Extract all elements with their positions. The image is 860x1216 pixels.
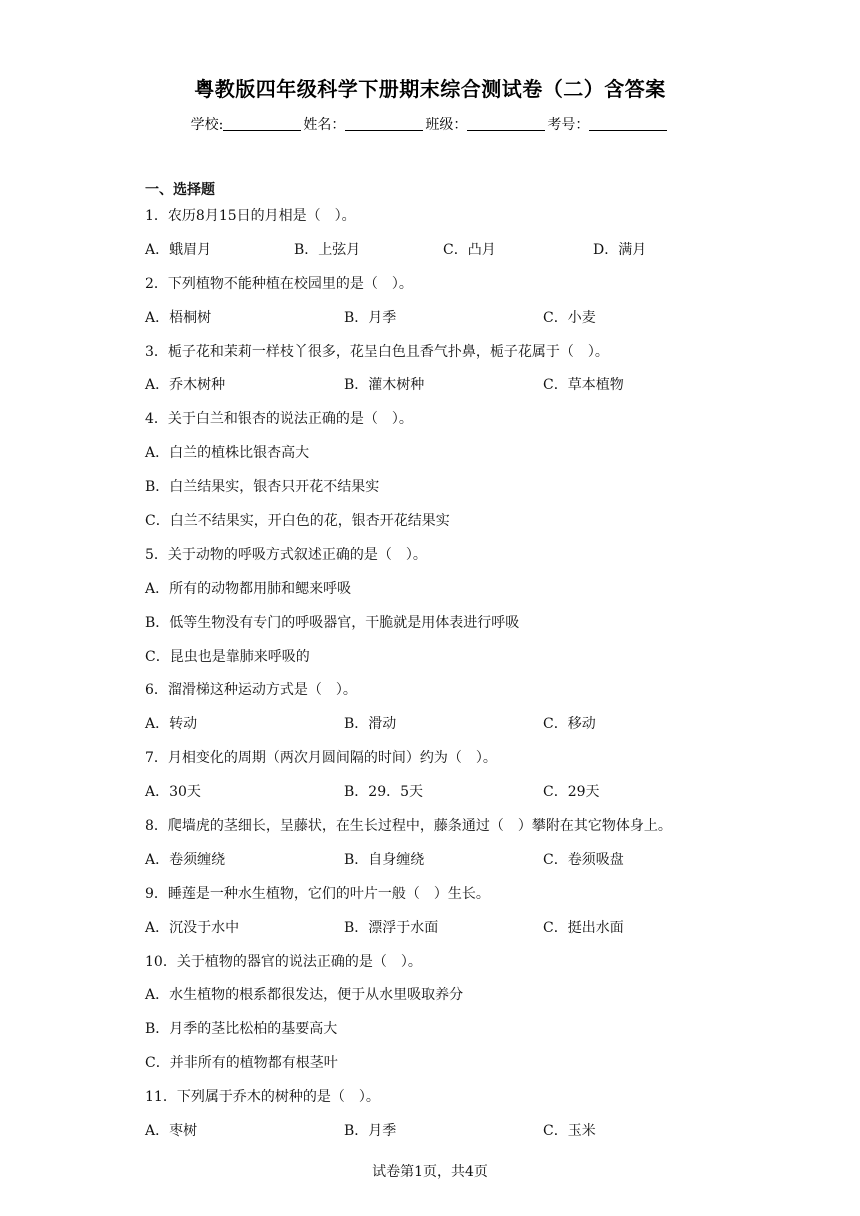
answer-option[interactable]: B．自身缠绕 bbox=[344, 851, 425, 868]
info-field-class bbox=[425, 114, 547, 134]
exam-number-blank[interactable] bbox=[589, 116, 667, 131]
options-row bbox=[145, 240, 825, 274]
options-row bbox=[145, 918, 825, 952]
answer-option[interactable]: A．沉没于水中 bbox=[145, 919, 240, 936]
options-row bbox=[145, 308, 825, 342]
answer-option[interactable]: A．水生植物的根系都很发达，便于从水里吸取养分 bbox=[145, 987, 464, 1004]
answer-option[interactable]: B．月季 bbox=[344, 1123, 397, 1140]
answer-option[interactable]: C．凸月 bbox=[443, 241, 496, 258]
name-blank[interactable] bbox=[345, 116, 423, 131]
info-field-exam-number bbox=[547, 114, 669, 134]
answer-option[interactable]: A．枣树 bbox=[145, 1123, 198, 1140]
page-title: 粤教版四年级科学下册期末综合测试卷（二）含答案 bbox=[194, 77, 666, 101]
page-footer: 试卷第1页，共4页 bbox=[372, 1164, 488, 1180]
question-stem: 1．农历8月15日的月相是（ ）。 bbox=[145, 208, 356, 224]
info-label: 考号： bbox=[547, 117, 590, 133]
answer-option[interactable]: A．蛾眉月 bbox=[145, 241, 212, 258]
question-stem: 4．关于白兰和银杏的说法正确的是（ ）。 bbox=[145, 411, 413, 428]
answer-option[interactable]: C．挺出水面 bbox=[543, 919, 624, 936]
options-row bbox=[145, 1121, 825, 1155]
question-stem: 11．下列属于乔木的树种的是（ ）。 bbox=[145, 1089, 380, 1106]
info-field-school bbox=[191, 114, 304, 134]
question-stem: 10．关于植物的器官的说法正确的是（ ）。 bbox=[145, 953, 422, 970]
answer-option[interactable]: B．月季 bbox=[344, 309, 397, 326]
answer-option[interactable]: C．29天 bbox=[543, 784, 600, 801]
question-stem: 8．爬墙虎的茎细长，呈藤状，在生长过程中，藤条通过（ ）攀附在其它物体身上。 bbox=[145, 818, 672, 835]
class-blank[interactable] bbox=[467, 116, 545, 131]
answer-option[interactable]: B．月季的茎比松柏的基要高大 bbox=[145, 1021, 338, 1038]
answer-option[interactable]: A．所有的动物都用肺和鳃来呼吸 bbox=[145, 580, 352, 597]
options-row bbox=[145, 714, 825, 748]
question-list bbox=[145, 206, 825, 1155]
school-blank[interactable] bbox=[223, 116, 301, 131]
info-label: 班级： bbox=[425, 117, 468, 133]
answer-option[interactable]: B．29．5天 bbox=[344, 784, 424, 801]
answer-option[interactable]: C．并非所有的植物都有根茎叶 bbox=[145, 1055, 338, 1072]
answer-option[interactable]: C．卷须吸盘 bbox=[543, 851, 624, 868]
answer-option[interactable]: C．白兰不结果实，开白色的花，银杏开花结果实 bbox=[145, 513, 450, 530]
options-row bbox=[145, 375, 825, 409]
question-stem: 9．睡莲是一种水生植物，它们的叶片一般（ ）生长。 bbox=[145, 885, 490, 902]
question-stem: 5．关于动物的呼吸方式叙述正确的是（ ）。 bbox=[145, 546, 427, 563]
answer-option[interactable]: B．白兰结果实，银杏只开花不结果实 bbox=[145, 479, 380, 496]
answer-option[interactable]: A．转动 bbox=[145, 716, 198, 733]
answer-option[interactable]: A．白兰的植株比银杏高大 bbox=[145, 445, 310, 462]
answer-option[interactable]: B．漂浮于水面 bbox=[344, 919, 439, 936]
info-label: 姓名： bbox=[303, 117, 346, 133]
answer-option[interactable]: C．昆虫也是靠肺来呼吸的 bbox=[145, 648, 310, 665]
answer-option[interactable]: B．上弦月 bbox=[294, 241, 361, 258]
answer-option[interactable]: B．灌木树种 bbox=[344, 377, 425, 394]
answer-option[interactable]: C．玉米 bbox=[543, 1123, 596, 1140]
answer-option[interactable]: A．30天 bbox=[145, 784, 201, 801]
answer-option[interactable]: A．卷须缠绕 bbox=[145, 851, 226, 868]
question-stem: 3．栀子花和茉莉一样枝丫很多，花呈白色且香气扑鼻，栀子花属于（ ）。 bbox=[145, 343, 609, 360]
student-info-line bbox=[0, 114, 860, 134]
answer-option[interactable]: C．草本植物 bbox=[543, 377, 624, 394]
section-heading: 一、选择题 bbox=[145, 182, 215, 198]
answer-option[interactable]: A．乔木树种 bbox=[145, 377, 226, 394]
answer-option[interactable]: A．梧桐树 bbox=[145, 309, 212, 326]
info-label: 学校: bbox=[190, 117, 224, 133]
answer-option[interactable]: B．低等生物没有专门的呼吸器官，干脆就是用体表进行呼吸 bbox=[145, 614, 520, 631]
answer-option[interactable]: C．小麦 bbox=[543, 309, 596, 326]
answer-option[interactable]: C．移动 bbox=[543, 716, 596, 733]
question-stem: 6．溜滑梯这种运动方式是（ ）。 bbox=[145, 682, 357, 699]
answer-option[interactable]: B．滑动 bbox=[344, 716, 397, 733]
question-stem: 2．下列植物不能种植在校园里的是（ ）。 bbox=[145, 275, 413, 292]
options-row bbox=[145, 850, 825, 884]
answer-option[interactable]: D．满月 bbox=[593, 241, 647, 258]
info-field-name bbox=[303, 114, 425, 134]
question-stem: 7．月相变化的周期（两次月圆间隔的时间）约为（ ）。 bbox=[145, 750, 497, 767]
options-row bbox=[145, 782, 825, 816]
